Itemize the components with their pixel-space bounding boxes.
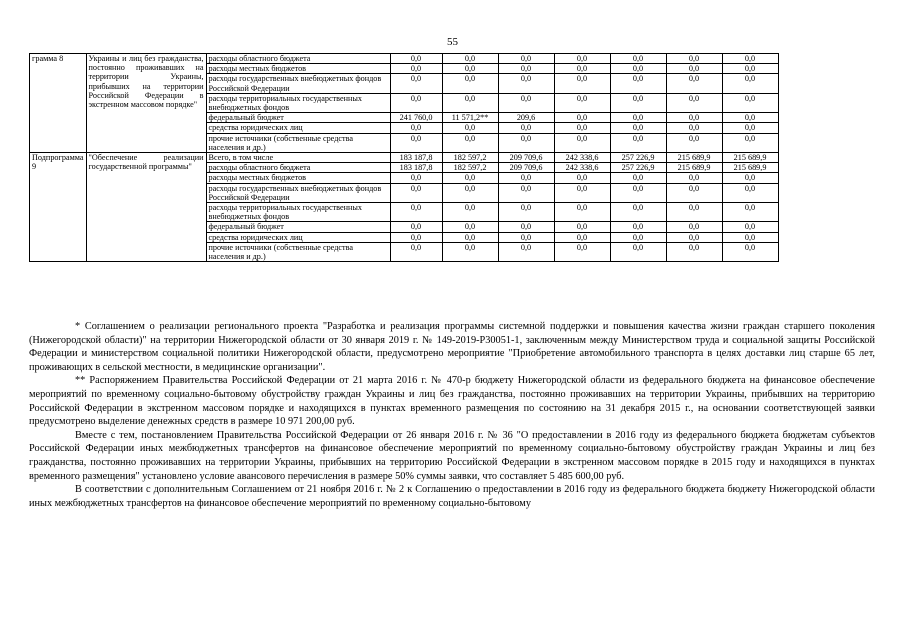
subprogram-name: "Обеспечение реализации государственной программы" bbox=[86, 153, 206, 262]
value-cell: 0,0 bbox=[498, 222, 554, 232]
subprogram-number: Подпрограмма 9 bbox=[30, 153, 87, 262]
value-cell: 0,0 bbox=[442, 133, 498, 152]
funding-source: расходы государственных внебюджетных фондов Российской Федерации bbox=[206, 183, 390, 202]
value-cell: 0,0 bbox=[722, 242, 778, 261]
funding-source: средства юридических лиц bbox=[206, 123, 390, 133]
funding-source: расходы территориальных государственных внебюджетных фондов bbox=[206, 203, 390, 222]
value-cell: 0,0 bbox=[442, 203, 498, 222]
value-cell: 257 226,9 bbox=[610, 153, 666, 163]
funding-source: расходы областного бюджета bbox=[206, 54, 390, 64]
value-cell: 0,0 bbox=[722, 93, 778, 112]
value-cell: 0,0 bbox=[554, 93, 610, 112]
value-cell: 183 187,8 bbox=[390, 163, 442, 173]
value-cell: 0,0 bbox=[498, 123, 554, 133]
value-cell: 0,0 bbox=[610, 242, 666, 261]
value-cell: 0,0 bbox=[498, 64, 554, 74]
value-cell: 0,0 bbox=[666, 232, 722, 242]
value-cell: 0,0 bbox=[666, 54, 722, 64]
value-cell: 0,0 bbox=[498, 133, 554, 152]
value-cell: 0,0 bbox=[554, 232, 610, 242]
value-cell: 0,0 bbox=[610, 64, 666, 74]
value-cell: 215 689,9 bbox=[722, 153, 778, 163]
value-cell: 0,0 bbox=[390, 183, 442, 202]
value-cell: 0,0 bbox=[610, 93, 666, 112]
funding-source: расходы областного бюджета bbox=[206, 163, 390, 173]
value-cell: 0,0 bbox=[442, 173, 498, 183]
value-cell: 0,0 bbox=[498, 203, 554, 222]
value-cell: 0,0 bbox=[498, 74, 554, 93]
value-cell: 0,0 bbox=[666, 242, 722, 261]
value-cell: 215 689,9 bbox=[666, 163, 722, 173]
value-cell: 0,0 bbox=[554, 54, 610, 64]
value-cell: 0,0 bbox=[498, 93, 554, 112]
funding-source: средства юридических лиц bbox=[206, 232, 390, 242]
value-cell: 0,0 bbox=[722, 203, 778, 222]
value-cell: 0,0 bbox=[442, 74, 498, 93]
page-number: 55 bbox=[447, 36, 458, 48]
footnote-1: * Соглашением о реализации регионального проекта "Разработка и реализация программы системной поддержки и повышения качества жизни граждан старшего поколения (Нижегородской области)" на территории Нижегородской области от 30 января 2019 г. № 149-2019-Р30051-1, заключенным между Министерством труда и социальной защиты Российской Федерации и министерством социальной политики Нижегородской области, предусмотрено мероприятие "Приобретение автомобильного транспорта в целях доставки лиц старше 65 лет, проживающих в сельской местности, в медицинские организации". bbox=[29, 321, 875, 373]
value-cell: 0,0 bbox=[722, 74, 778, 93]
value-cell: 0,0 bbox=[722, 123, 778, 133]
value-cell: 0,0 bbox=[498, 183, 554, 202]
value-cell: 0,0 bbox=[390, 232, 442, 242]
value-cell: 0,0 bbox=[390, 242, 442, 261]
value-cell: 0,0 bbox=[442, 123, 498, 133]
value-cell: 0,0 bbox=[666, 93, 722, 112]
funding-source: прочие источники (собственные средства населения и др.) bbox=[206, 133, 390, 152]
financing-table bbox=[29, 53, 779, 262]
value-cell: 0,0 bbox=[390, 222, 442, 232]
table-row bbox=[30, 153, 779, 163]
value-cell: 0,0 bbox=[554, 183, 610, 202]
value-cell: 0,0 bbox=[554, 222, 610, 232]
paragraph-4: В соответствии с дополнительным Соглашением от 21 ноября 2016 г. № 2 к Соглашению о предоставлении в 2016 году из федерального бюджета бюджету Нижегородской области иных межбюджетных трансфертов на финансовое обеспечение мероприятий по временному социально-бытовому bbox=[29, 484, 875, 509]
value-cell: 0,0 bbox=[498, 54, 554, 64]
value-cell: 0,0 bbox=[442, 64, 498, 74]
value-cell: 0,0 bbox=[666, 133, 722, 152]
value-cell: 0,0 bbox=[610, 123, 666, 133]
financing-table-body bbox=[30, 54, 779, 262]
value-cell: 241 760,0 bbox=[390, 113, 442, 123]
value-cell: 0,0 bbox=[610, 133, 666, 152]
funding-source: расходы местных бюджетов bbox=[206, 173, 390, 183]
value-cell: 0,0 bbox=[666, 173, 722, 183]
value-cell: 0,0 bbox=[554, 173, 610, 183]
value-cell: 0,0 bbox=[666, 123, 722, 133]
value-cell: 0,0 bbox=[610, 232, 666, 242]
value-cell: 209 709,6 bbox=[498, 153, 554, 163]
value-cell: 0,0 bbox=[722, 64, 778, 74]
funding-source: расходы местных бюджетов bbox=[206, 64, 390, 74]
value-cell: 0,0 bbox=[442, 242, 498, 261]
value-cell: 0,0 bbox=[610, 113, 666, 123]
value-cell: 0,0 bbox=[610, 183, 666, 202]
value-cell: 0,0 bbox=[666, 222, 722, 232]
value-cell: 0,0 bbox=[498, 173, 554, 183]
value-cell: 0,0 bbox=[722, 113, 778, 123]
value-cell: 215 689,9 bbox=[722, 163, 778, 173]
value-cell: 0,0 bbox=[442, 183, 498, 202]
value-cell: 209 709,6 bbox=[498, 163, 554, 173]
value-cell: 0,0 bbox=[554, 113, 610, 123]
value-cell: 182 597,2 bbox=[442, 153, 498, 163]
value-cell: 0,0 bbox=[554, 203, 610, 222]
value-cell: 242 338,6 bbox=[554, 153, 610, 163]
value-cell: 0,0 bbox=[722, 183, 778, 202]
value-cell: 0,0 bbox=[554, 242, 610, 261]
value-cell: 0,0 bbox=[722, 54, 778, 64]
paragraph-3: Вместе с тем, постановлением Правительства Российской Федерации от 26 января 2016 г. № 36 "О предоставлении в 2016 году из федерального бюджета бюджетам субъектов Российской Федерации иных межбюджетных трансфертов на финансовое обеспечение мероприятий по временному социально-бытовому обустройству граждан Украины и лиц без гражданства, постоянно проживавших на территории Украины, прибывших на территорию Российской Федерации в экстренном массовом порядке в 2015 году и находящихся в пунктах временного размещения" установлено условие авансового перечисления в размере 50% суммы заявки, что составляет 5 485 600,00 руб. bbox=[29, 429, 875, 482]
funding-source: федеральный бюджет bbox=[206, 113, 390, 123]
funding-source: федеральный бюджет bbox=[206, 222, 390, 232]
value-cell: 183 187,8 bbox=[390, 153, 442, 163]
value-cell: 0,0 bbox=[390, 133, 442, 152]
value-cell: 0,0 bbox=[498, 232, 554, 242]
value-cell: 0,0 bbox=[390, 54, 442, 64]
value-cell: 0,0 bbox=[554, 133, 610, 152]
value-cell: 0,0 bbox=[498, 242, 554, 261]
value-cell: 215 689,9 bbox=[666, 153, 722, 163]
value-cell: 0,0 bbox=[390, 74, 442, 93]
value-cell: 0,0 bbox=[442, 93, 498, 112]
value-cell: 0,0 bbox=[722, 222, 778, 232]
funding-source: расходы государственных внебюджетных фондов Российской Федерации bbox=[206, 74, 390, 93]
value-cell: 0,0 bbox=[666, 113, 722, 123]
value-cell: 0,0 bbox=[390, 123, 442, 133]
funding-source: прочие источники (собственные средства населения и др.) bbox=[206, 242, 390, 261]
value-cell: 0,0 bbox=[554, 123, 610, 133]
value-cell: 0,0 bbox=[666, 183, 722, 202]
subprogram-name: Украины и лиц без гражданства, постоянно проживавших на территории Украины, прибывших на территории Российской Федерации в экстренном массовом порядке" bbox=[86, 54, 206, 153]
value-cell: 0,0 bbox=[442, 54, 498, 64]
value-cell: 0,0 bbox=[722, 173, 778, 183]
value-cell: 0,0 bbox=[554, 64, 610, 74]
value-cell: 257 226,9 bbox=[610, 163, 666, 173]
value-cell: 0,0 bbox=[722, 133, 778, 152]
value-cell: 0,0 bbox=[390, 64, 442, 74]
value-cell: 11 571,2** bbox=[442, 113, 498, 123]
value-cell: 0,0 bbox=[610, 203, 666, 222]
value-cell: 0,0 bbox=[666, 203, 722, 222]
value-cell: 0,0 bbox=[610, 173, 666, 183]
value-cell: 0,0 bbox=[390, 93, 442, 112]
subprogram-number: грамма 8 bbox=[30, 54, 87, 153]
value-cell: 0,0 bbox=[666, 64, 722, 74]
value-cell: 0,0 bbox=[442, 222, 498, 232]
table-row bbox=[30, 54, 779, 64]
value-cell: 0,0 bbox=[610, 74, 666, 93]
value-cell: 0,0 bbox=[610, 222, 666, 232]
funding-source: расходы территориальных государственных внебюджетных фондов bbox=[206, 93, 390, 112]
value-cell: 0,0 bbox=[610, 54, 666, 64]
value-cell: 242 338,6 bbox=[554, 163, 610, 173]
value-cell: 0,0 bbox=[390, 203, 442, 222]
value-cell: 0,0 bbox=[390, 173, 442, 183]
footnote-2: ** Распоряжением Правительства Российской Федерации от 21 марта 2016 г. № 470-р бюджету Нижегородской области из федерального бюджета на финансовое обеспечение мероприятий по временному социально-бытовому обустройству граждан Украины и лиц без гражданства, постоянно проживавших на территории Украины, прибывших на территорию Российской Федерации в экстренном массовом порядке и находящихся в пунктах временного размещения по состоянию на 31 декабря 2015 г., на основании соответствующей заявки предусмотрено выделение денежных средств в размере 10 971 200,00 руб. bbox=[29, 375, 875, 428]
value-cell: 0,0 bbox=[722, 232, 778, 242]
value-cell: 182 597,2 bbox=[442, 163, 498, 173]
value-cell: 0,0 bbox=[666, 74, 722, 93]
value-cell: 0,0 bbox=[554, 74, 610, 93]
funding-source: Всего, в том числе bbox=[206, 153, 390, 163]
footnotes bbox=[29, 320, 875, 510]
value-cell: 0,0 bbox=[442, 232, 498, 242]
value-cell: 209,6 bbox=[498, 113, 554, 123]
